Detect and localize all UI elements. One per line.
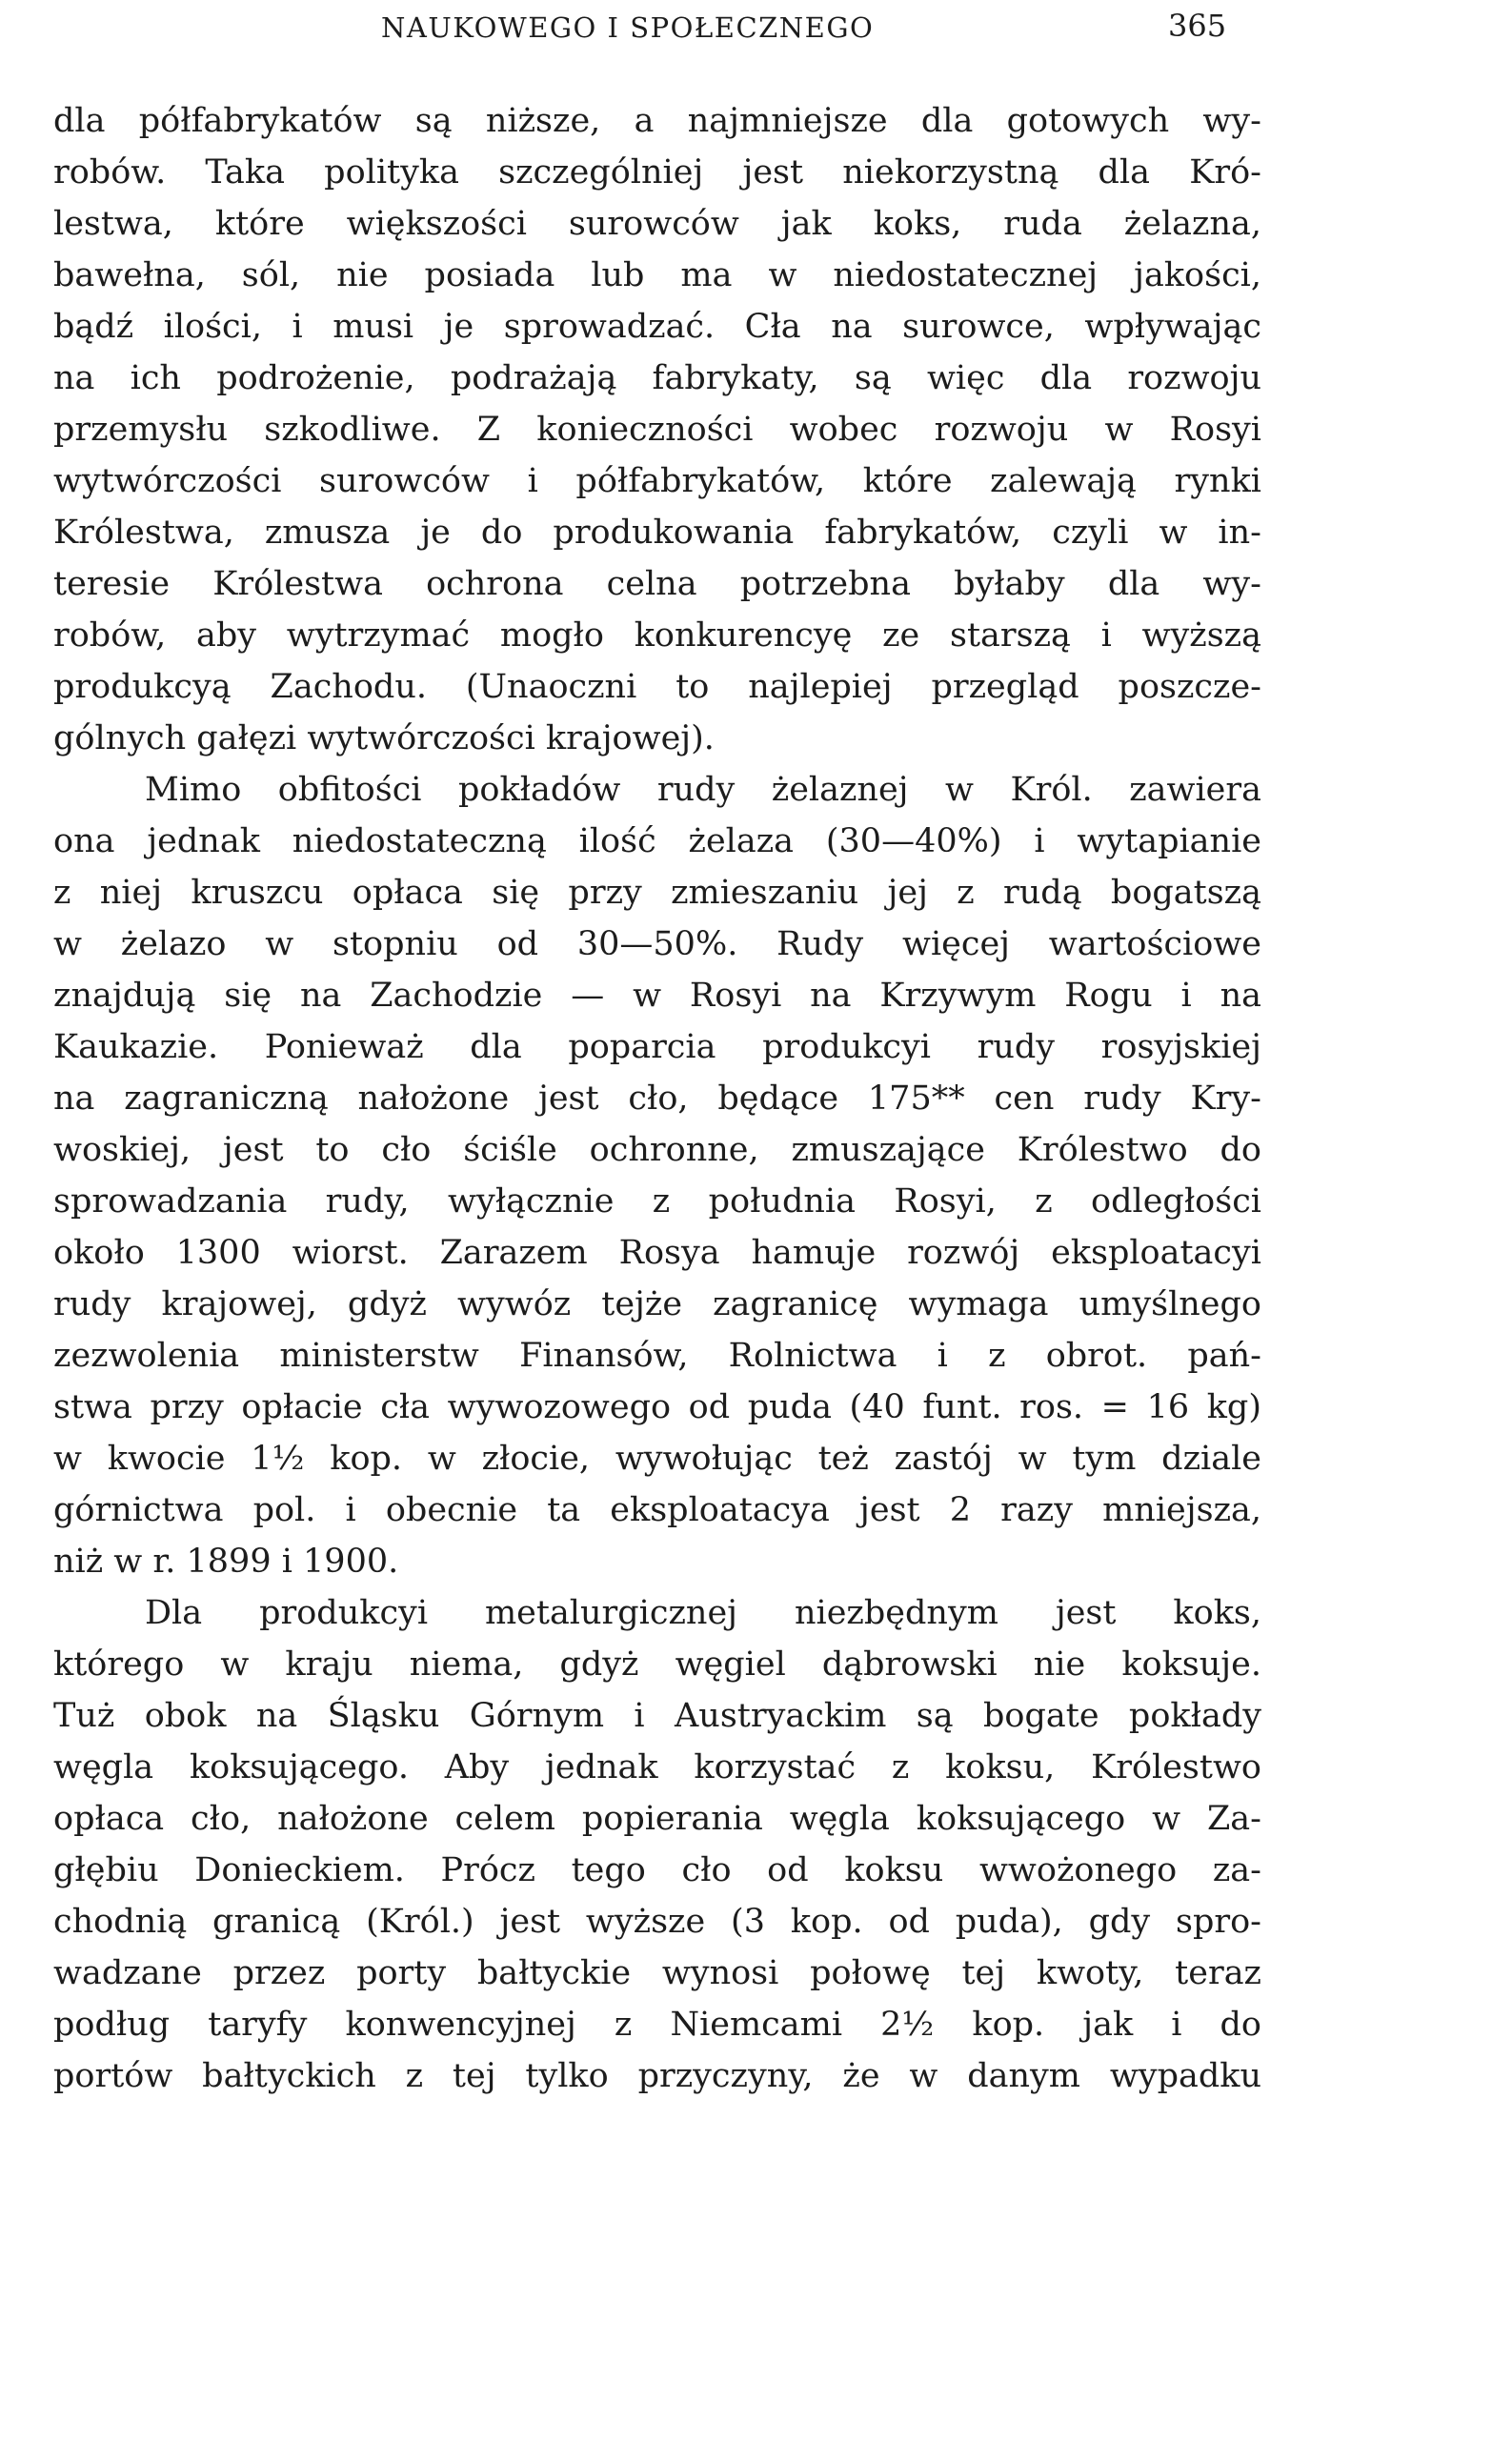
text-line: bawełna, sól, nie posiada lub ma w niedostatecznej jakości, bbox=[53, 256, 1261, 294]
text-line: robów. Taka polityka szczególniej jest niekorzystną dla Kró- bbox=[53, 153, 1261, 192]
text-line: Dla produkcyi metalurgicznej niezbędnym jest koks, bbox=[145, 1594, 1261, 1632]
text-line: opłaca cło, nałożone celem popierania węgla koksującego w Za- bbox=[53, 1800, 1261, 1838]
text-line: teresie Królestwa ochrona celna potrzebna byłaby dla wy- bbox=[53, 565, 1261, 603]
text-line: stwa przy opłacie cła wywozowego od puda (40 funt. ros. = 16 kg) bbox=[53, 1388, 1261, 1426]
text-line: robów, aby wytrzymać mogło konkurencyę ze starszą i wyższą bbox=[53, 616, 1261, 655]
text-line: wadzane przez porty bałtyckie wynosi połowę tej kwoty, teraz bbox=[53, 1954, 1261, 1992]
text-line: woskiej, jest to cło ściśle ochronne, zmuszające Królestwo do bbox=[53, 1131, 1261, 1169]
text-line: ona jednak niedostateczną ilość żelaza (30—40%) i wytapianie bbox=[53, 822, 1261, 860]
text-line: Kaukazie. Ponieważ dla poparcia produkcyi rudy rosyjskiej bbox=[53, 1028, 1261, 1066]
text-line: bądź ilości, i musi je sprowadzać. Cła na surowce, wpływając bbox=[53, 308, 1261, 346]
text-line: Mimo obfitości pokładów rudy żelaznej w Król. zawiera bbox=[145, 771, 1261, 809]
text-line: w kwocie 1½ kop. w złocie, wywołując też zastój w tym dziale bbox=[53, 1440, 1261, 1478]
text-line: zezwolenia ministerstw Finansów, Rolnictwa i z obrot. pań- bbox=[53, 1337, 1261, 1375]
text-line: dla półfabrykatów są niższe, a najmniejsze dla gotowych wy- bbox=[53, 102, 1261, 140]
text-line: lestwa, które większości surowców jak koks, ruda żelazna, bbox=[53, 205, 1261, 243]
text-line: rudy krajowej, gdyż wywóz tejże zagranicę wymaga umyślnego bbox=[53, 1285, 1261, 1323]
text-line: chodnią granicą (Król.) jest wyższe (3 kop. od puda), gdy spro- bbox=[53, 1903, 1261, 1941]
text-line: górnictwa pol. i obecnie ta eksploatacya jest 2 razy mniejsza, bbox=[53, 1491, 1261, 1529]
text-line: niż w r. 1899 i 1900. bbox=[53, 1543, 399, 1581]
text-line: na zagraniczną nałożone jest cło, będące 175** cen rudy Kry- bbox=[53, 1080, 1261, 1118]
text-line: Tuż obok na Śląsku Górnym i Austryackim są bogate pokłady bbox=[53, 1697, 1261, 1735]
text-line: którego w kraju niema, gdyż węgiel dąbrowski nie koksuje. bbox=[53, 1645, 1261, 1684]
text-line: portów bałtyckich z tej tylko przyczyny, że w danym wypadku bbox=[53, 2057, 1261, 2095]
text-line: około 1300 wiorst. Zarazem Rosya hamuje rozwój eksploatacyi bbox=[53, 1234, 1261, 1272]
text-line: głębiu Donieckiem. Prócz tego cło od koksu wwożonego za- bbox=[53, 1851, 1261, 1889]
text-line: Królestwa, zmusza je do produkowania fabrykatów, czyli w in- bbox=[53, 514, 1261, 552]
text-line: podług taryfy konwencyjnej z Niemcami 2½ kop. jak i do bbox=[53, 2006, 1261, 2044]
running-head: NAUKOWEGO I SPOŁECZNEGO bbox=[381, 11, 875, 44]
text-line: z niej kruszcu opłaca się przy zmieszaniu jej z rudą bogatszą bbox=[53, 874, 1261, 912]
text-line: znajdują się na Zachodzie — w Rosyi na Krzywym Rogu i na bbox=[53, 977, 1261, 1015]
text-line: produkcyą Zachodu. (Unaoczni to najlepiej przegląd poszcze- bbox=[53, 668, 1261, 706]
text-line: na ich podrożenie, podrażają fabrykaty, są więc dla rozwoju bbox=[53, 359, 1261, 397]
text-line: przemysłu szkodliwe. Z konieczności wobec rozwoju w Rosyi bbox=[53, 411, 1261, 449]
text-line: w żelazo w stopniu od 30—50%. Rudy więcej wartościowe bbox=[53, 925, 1261, 963]
text-line: węgla koksującego. Aby jednak korzystać z koksu, Królestwo bbox=[53, 1748, 1261, 1786]
text-line: gólnych gałęzi wytwórczości krajowej). bbox=[53, 719, 715, 757]
text-line: wytwórczości surowców i półfabrykatów, które zalewają rynki bbox=[53, 462, 1261, 500]
page-header bbox=[0, 6, 1512, 53]
page-number: 365 bbox=[1168, 8, 1227, 44]
text-line: sprowadzania rudy, wyłącznie z południa Rosyi, z odległości bbox=[53, 1182, 1261, 1221]
